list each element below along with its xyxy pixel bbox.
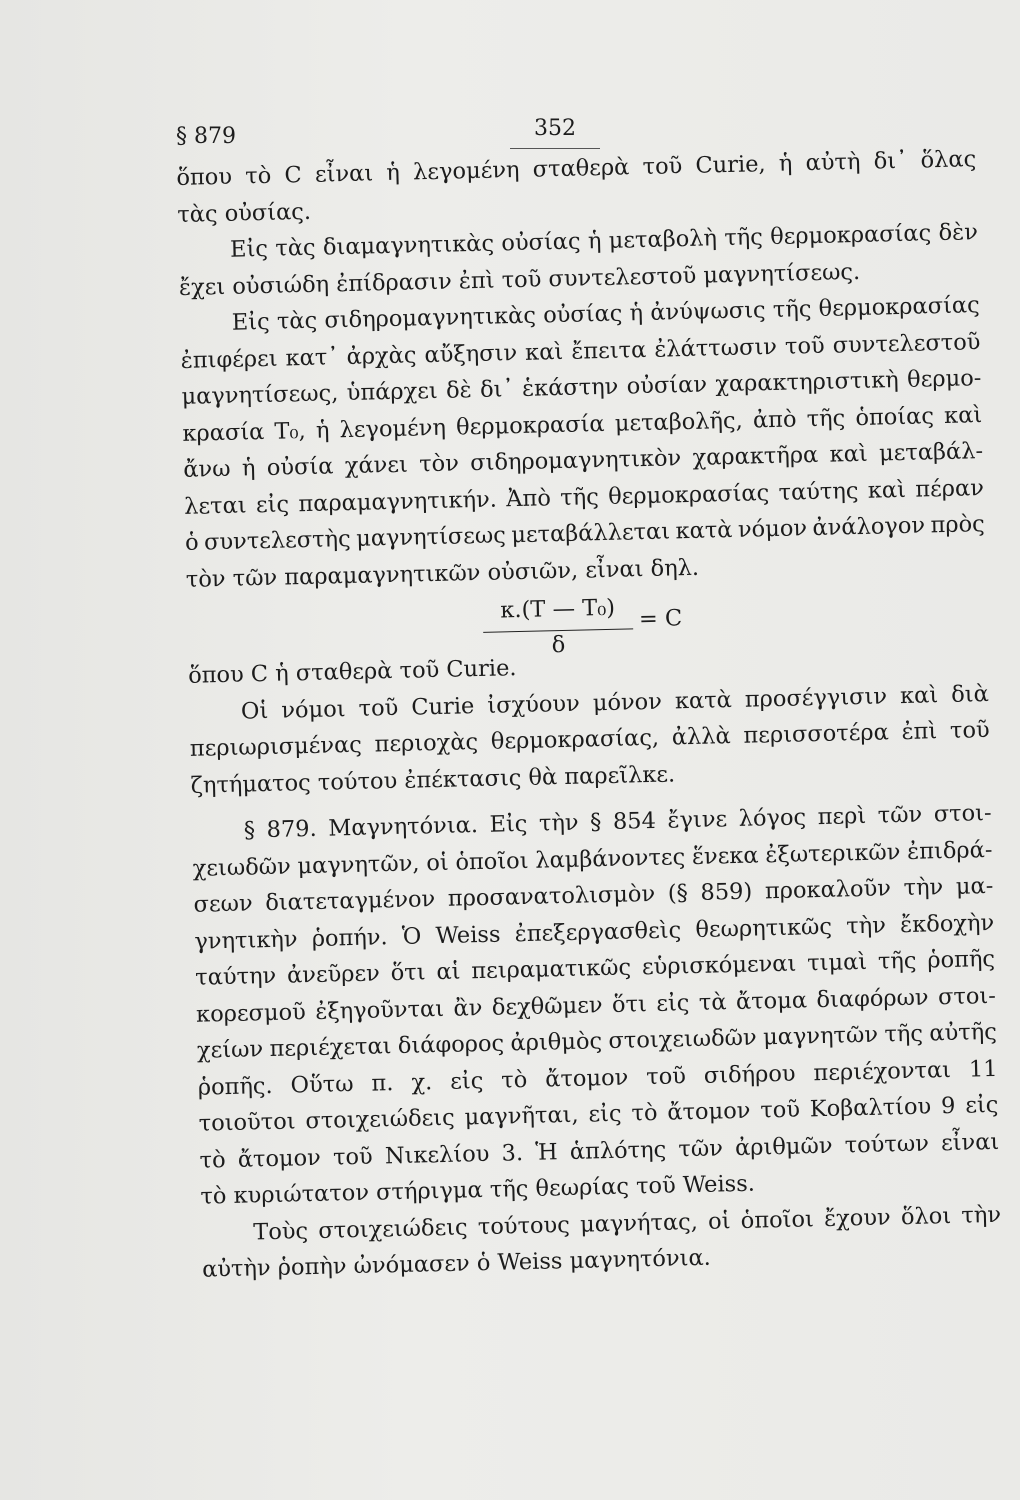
text-line: χείων περιέχεται διάφορος ἀριθμὸς στοιχειωδῶν μαγνητῶν τῆς αὐτῆς (196, 1018, 998, 1064)
formula-rhs: = C (638, 605, 683, 633)
text-line: τὸ κυριώτατον στήριγμα τῆς θεωρίας τοῦ Weiss. (200, 1170, 756, 1210)
text-line: ὅπου C ἡ σταθερὰ τοῦ Curie. (187, 655, 517, 689)
text-line: Τοὺς στοιχειώδεις τούτους μαγνήτας, οἱ ὁποῖοι ἔχουν ὅλοι τὴν (252, 1201, 1002, 1245)
text-line: κορεσμοῦ ἐξηγοῦνται ἂν δεχθῶμεν ὅτι εἰς τὰ ἄτομα διαφόρων στοι- (195, 982, 997, 1028)
text-line: χειωδῶν μαγνητῶν, οἱ ὁποῖοι λαμβάνοντες ἕνεκα ἐξωτερικῶν ἐπιδρά- (192, 836, 993, 882)
text-line: τοιοῦτοι στοιχειώδεις μαγνῆται, εἰς τὸ ἄτομον τοῦ Κοβαλτίου 9 εἰς (198, 1091, 999, 1137)
text-line: Εἰς τὰς σιδηρομαγνητικὰς οὐσίας ἡ ἀνύψωσις τῆς θερμοκρασίας (231, 292, 980, 336)
text-line: ῥοπῆς. Οὕτω π. χ. εἰς τὸ ἄτομον τοῦ σιδήρου περιέχονται 11 (197, 1055, 998, 1101)
text-line: ὁ συντελεστὴς μαγνητίσεως μεταβάλλεται κατὰ νόμον ἀνάλογον πρὸς (184, 511, 986, 556)
page-number: 352 (534, 116, 576, 141)
text-line: γνητικὴν ῥοπήν. Ὁ Weiss ἐπεξεργασθεὶς θεωρητικῶς τὴν ἔκδοχὴν (194, 909, 995, 955)
header-rule (510, 148, 600, 149)
formula-numerator: κ.(T — T₀) (482, 589, 633, 632)
body-text (176, 141, 1002, 1288)
text-line: ἐπιφέρει κατ᾽ ἀρχὰς αὔξησιν καὶ ἔπειτα ἐλάττωσιν τοῦ συντελεστοῦ (180, 328, 981, 374)
section-marker: § 879 (176, 124, 236, 149)
text-line: ζητήματος τούτου ἐπέκτασις θὰ παρεῖλκε. (190, 760, 676, 799)
text-line: τὸν τῶν παραμαγνητικῶν οὐσιῶν, εἶναι δηλ. (185, 554, 700, 593)
text-line: ὅπου τὸ C εἶναι ἡ λεγομένη σταθερὰ τοῦ Curie, ἡ αὐτὴ δι᾽ ὅλας (176, 146, 977, 191)
text-line: κρασία T₀, ἡ λεγομένη θερμοκρασία μεταβολῆς, ἀπὸ τῆς ὁποίας καὶ (182, 401, 983, 447)
text-line: Εἰς τὰς διαμαγνητικὰς οὐσίας ἡ μεταβολὴ τῆς θερμοκρασίας δὲν (229, 219, 979, 263)
text-line: ἔχει οὐσιώδη ἐπίδρασιν ἐπὶ τοῦ συντελεστοῦ μαγνητίσεως. (178, 258, 861, 301)
text-line: τὸ ἄτομον τοῦ Νικελίου 3. Ἡ ἁπλότης τῶν ἀριθμῶν τούτων εἶναι (199, 1128, 1000, 1174)
text-line: αὐτὴν ῥοπὴν ὠνόμασεν ὁ Weiss μαγνητόνια. (201, 1244, 712, 1283)
text-line: σεων διατεταγμένον προσανατολισμὸν (§ 859) προκαλοῦν τὴν μα- (193, 872, 994, 918)
formula-denominator: δ (551, 631, 566, 658)
text-line: ἄνω ἡ οὐσία χάνει τὸν σιδηρομαγνητικὸν χαρακτῆρα καὶ μεταβάλ- (182, 438, 984, 483)
text-line: Οἱ νόμοι τοῦ Curie ἰσχύουν μόνον κατὰ προσέγγισιν καὶ διὰ (240, 680, 990, 725)
formula-fraction (482, 589, 634, 660)
text-line: ταύτην ἀνεῦρεν ὅτι αἱ πειραματικῶς εὑρισκόμεναι τιμαὶ τῆς ῥοπῆς (194, 945, 996, 991)
text-line: λεται εἰς παραμαγνητικήν. Ἀπὸ τῆς θερμοκρασίας ταύτης καὶ πέραν (183, 474, 985, 520)
text-line: τὰς οὐσίας. (176, 198, 312, 228)
text-line: μαγνητίσεως, ὑπάρχει δὲ δι᾽ ἑκάστην οὐσίαν χαρακτηριστικὴ θερμο- (181, 365, 982, 410)
text-line: περιωρισμένας περιοχὰς θερμοκρασίας, ἀλλὰ περισσοτέρα ἐπὶ τοῦ (189, 716, 990, 762)
text-line: § 879. Μαγνητόνια. Εἰς τὴν § 854 ἔγινε λόγος περὶ τῶν στοι- (243, 799, 992, 844)
